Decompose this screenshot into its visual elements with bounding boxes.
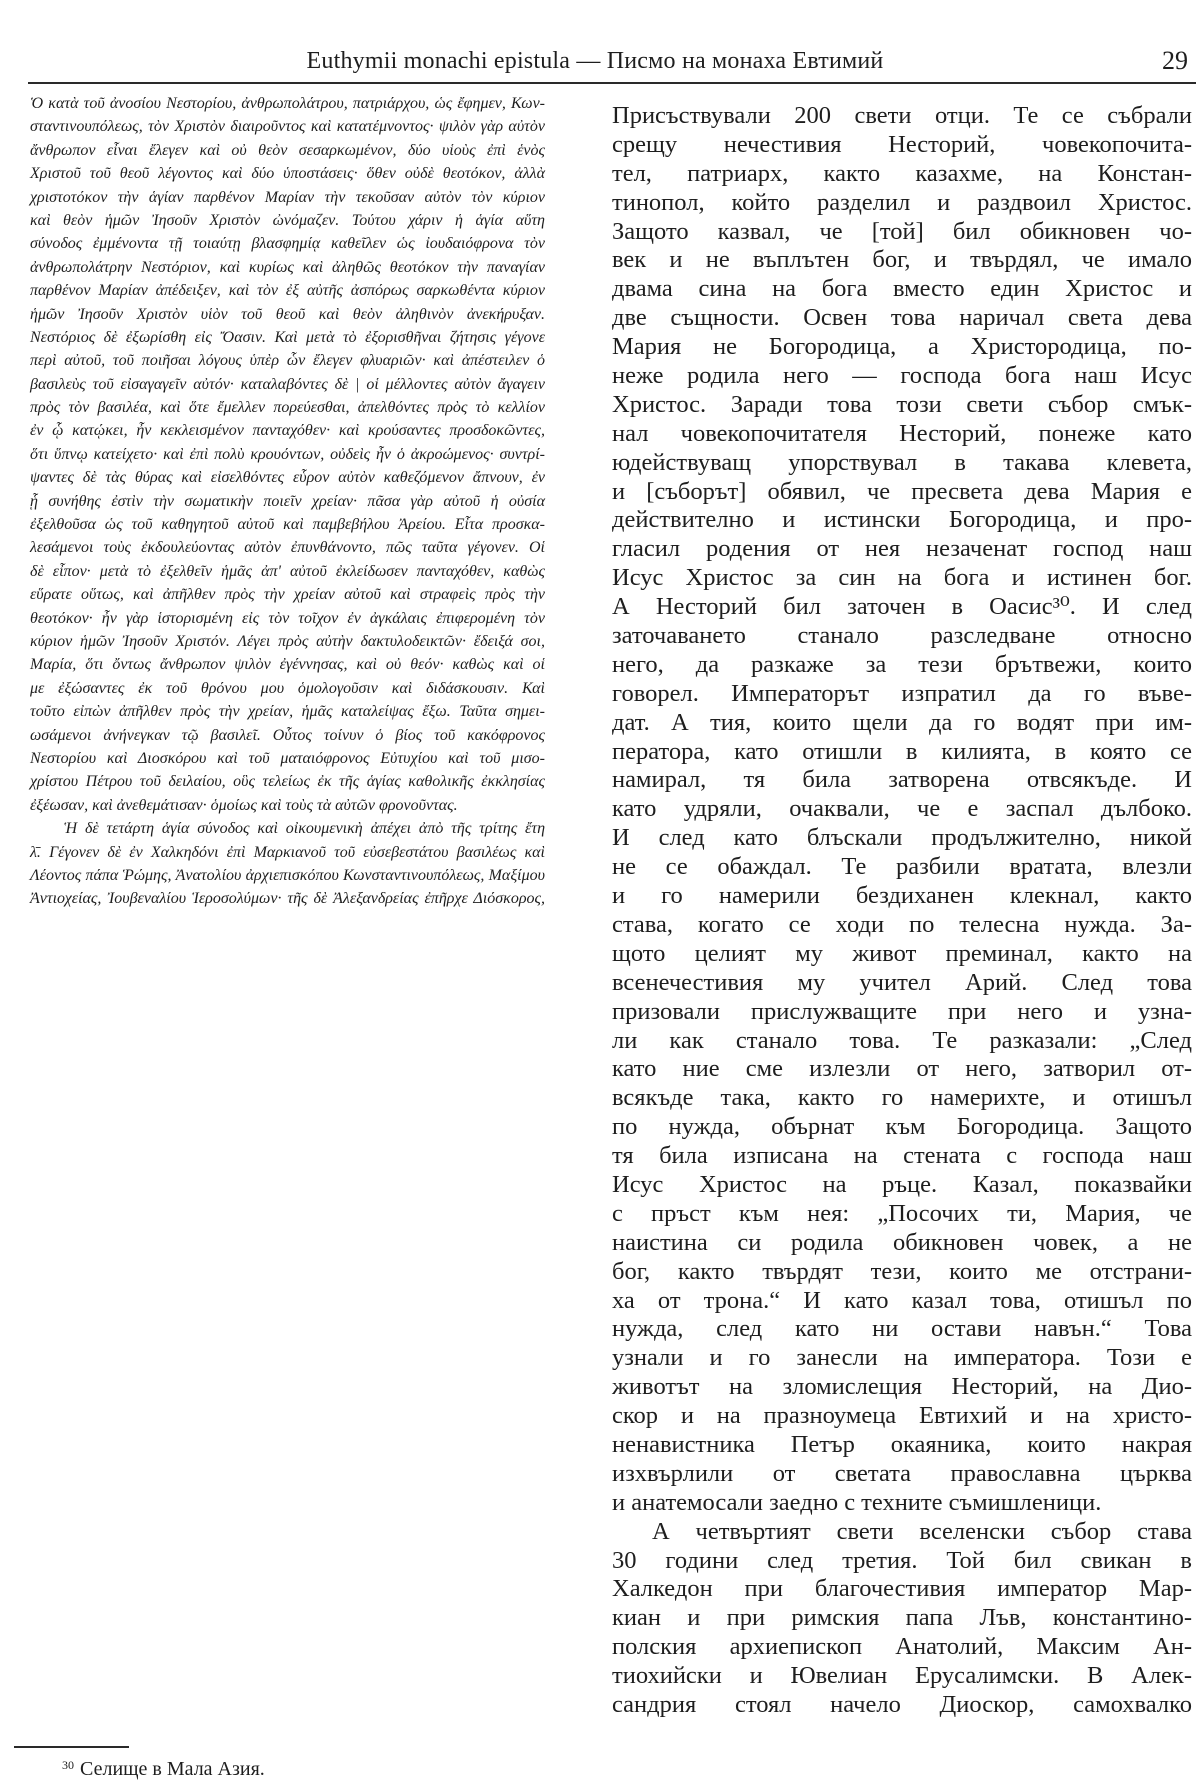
bulgarian-text-line: И след като блъскали продължително, никой [612, 824, 1192, 852]
bulgarian-text-line: век и не въплътен бог, и твърдял, че имало [612, 246, 1192, 274]
greek-text-line: Ἀντιοχείας, Ἰουβεναλίου Ἱεροσολύμων· τῆς δὲ Ἀλεξανδρείας ἐπῆρχε Διόσκορος, [30, 890, 545, 908]
greek-text-line: σταντινουπόλεως, τὸν Χριστὸν διαιροῦντος καὶ κατατέμνοντος· ψιλὸν γὰρ αὐτὸν [30, 118, 545, 136]
greek-text-line: παρθένον Μαρίαν ἀπέδειξεν, καὶ τὸν ἐξ αὐτῆς ἀσπόρως σαρκωθέντα κύριον [30, 282, 545, 300]
bulgarian-text-line: Исус Христос на ръце. Казал, показвайки [612, 1170, 1192, 1198]
bulgarian-text-line: киан и при римския папа Лъв, константино- [612, 1604, 1192, 1632]
greek-text-line: χρίστου Πέτρου τοῦ δειλαίου, οὓς τελείως ἐκ τῆς ἁγίας καθολικῆς ἐκκλησίας [30, 773, 545, 791]
bulgarian-text-line: по нужда, обърнат към Богородица. Защото [612, 1113, 1192, 1141]
greek-text-line: λεσάμενοι τοὺς ἐκδουλεύοντας αὐτὸν ἐπυνθάνοντο, πῶς ταῦτα γέγονεν. Οἱ [30, 539, 545, 557]
greek-text-line: εὕρατε οὕτως, καὶ ἀπῆλθεν πρὸς τὴν χρείαν αὐτοῦ καὶ στραφεὶς πρὸς τὴν [30, 586, 545, 604]
greek-text-line: βασιλεὺς τοῦ εἰσαγαγεῖν αὐτόν· καταλαβόντες δὲ | οἱ μέλλοντες αὐτὸν ἄγαγειν [30, 375, 545, 393]
footnote-text: Селище в Мала Азия. [80, 1758, 265, 1780]
bulgarian-text-line: като ние сме излезли от него, затворил от- [612, 1055, 1192, 1083]
bulgarian-text-line: узнали и го занесли на императора. Този е [612, 1344, 1192, 1372]
greek-text-line: ωσάμενοι ἀνήνεγκαν τῷ βασιλεῖ. Οὗτος τοίνυν ὁ βίος τοῦ κακόφρονος [30, 726, 545, 744]
bulgarian-text-line: полския архиепископ Анатолий, Максим Ан- [612, 1633, 1192, 1661]
greek-text-line: ἡμῶν Ἰησοῦν Χριστὸν υἱὸν τοῦ θεοῦ καὶ θεὸν ἀληθινὸν ἀνεκήρυξαν. [30, 305, 545, 323]
running-head [0, 44, 1200, 78]
bulgarian-text-line: и анатемосали заедно с техните съмишленици. [612, 1488, 1102, 1516]
greek-text-line: Λέοντος πάπα Ῥώμης, Ἀνατολίου ἀρχιεπισκόπου Κωνσταντινουπόλεως, Μαξίμου [30, 866, 545, 884]
bulgarian-text-line: Халкедон при благочестивия император Мар- [612, 1575, 1192, 1603]
bulgarian-text-line: него, да разкаже за тези брътвежи, които [612, 650, 1192, 678]
footnote [62, 1752, 265, 1782]
bulgarian-text-line: всякъде така, както го намерихте, и отишъл [612, 1084, 1192, 1112]
bulgarian-text-line: тиохийски и Ювелиан Ерусалимски. В Алек- [612, 1662, 1192, 1690]
greek-text-line: με ἐξώσαντες ἐκ τοῦ θρόνου μου ὁμολογοῦσιν καὶ διδάσκουσιν. Καὶ [30, 679, 545, 697]
bulgarian-text-line: нужда, след като ни остави навън.“ Това [612, 1315, 1192, 1343]
greek-text-line: ἐξέωσαν, καὶ ἀνεθεμάτισαν· ὁμοίως καὶ τοὺς τὰ αὐτῶν φρονοῦντας. [30, 796, 458, 814]
greek-text-line: σύνοδος ἐμμένοντα τῇ τοιαύτῃ βλασφημίᾳ καθεῖλεν ὡς ἰουδαιόφρονα τὸν [30, 235, 545, 253]
bulgarian-text-line: ненавистника Петър окаяника, които накрая [612, 1430, 1192, 1458]
bulgarian-text-line: действително и истински Богородица, и про- [612, 506, 1192, 534]
greek-text-line: ἄνθρωπον εἶναι ἔλεγεν καὶ οὐ θεὸν σεσαρκωμένον, δύο υἱοὺς ἐπὶ ἑνὸς [30, 141, 545, 159]
bulgarian-text-line: юдействуващ упорствувал в такава клевета, [612, 448, 1192, 476]
bulgarian-text-line: бог, както твърдят тези, които ме отстрани- [612, 1257, 1192, 1285]
header-rule [28, 82, 1196, 84]
bulgarian-text-paragraph [612, 1518, 1192, 1720]
bulgarian-text-line: Защото казвал, че [той] бил обикновен чо- [612, 217, 1192, 245]
bulgarian-text-line: скор и на празноумеца Евтихий и на христо- [612, 1402, 1192, 1430]
greek-text-line: ἐν ᾧ κατῴκει, ἦν κεκλεισμένον πανταχόθεν· καὶ κρούσαντες προσδοκῶντες, [30, 422, 545, 440]
bulgarian-text-line: срещу нечестивия Несторий, човекопочита- [612, 130, 1192, 158]
greek-text-line: ἀνθρωπολάτρην Νεστόριον, καὶ κυρίως καὶ ἀληθῶς θεοτόκον τὴν παναγίαν [30, 258, 545, 276]
bulgarian-text-line: говорел. Императорът изпратил да го въве- [612, 679, 1192, 707]
greek-text-line: Νεστορίου καὶ Διοσκόρου καὶ τοῦ ματαιόφρονος Εὐτυχίου καὶ τοῦ μισο- [30, 749, 545, 767]
bulgarian-text-line: намирал, тя била затворена отвсякъде. И [612, 766, 1192, 794]
bulgarian-text-line: гласил родения от нея незаченат господ наш [612, 535, 1192, 563]
bulgarian-text-line: животът на зломислещия Несторий, на Дио- [612, 1373, 1192, 1401]
greek-text-line: χριστοτόκον τὴν ἁγίαν παρθένον Μαρίαν τὴν τεκοῦσαν αὐτὸν τὸν κύριον [30, 188, 545, 206]
bulgarian-text-line: не се обаждал. Те разбили вратата, влезли [612, 853, 1192, 881]
bulgarian-text-line: 30 години след третия. Той бил свикан в [612, 1546, 1192, 1574]
bulgarian-text-line: две същности. Освен това наричал света дева [612, 304, 1192, 332]
greek-text-line: Ἡ δὲ τετάρτη ἁγία σύνοδος καὶ οἰκουμενικὴ ἀπέχει ἀπὸ τῆς τρίτης ἔτη [64, 820, 545, 838]
bulgarian-text-line: с пръст към нея: „Посочих ти, Мария, че [612, 1199, 1192, 1227]
greek-text-line: τοῦτο εἰπὼν ἀπῆλθεν πρὸς τὴν χρείαν, ἡμᾶς καταλείψας ἔξω. Ταῦτα σημει- [30, 703, 545, 721]
greek-text-line: Ὁ κατὰ τοῦ ἀνοσίου Νεστορίου, ἀνθρωπολάτρου, πατριάρχου, ὡς ἔφημεν, Κων- [30, 95, 545, 112]
running-head-title: Euthymii monachi epistula — Писмо на монаха Евтимий [306, 48, 884, 74]
bulgarian-text-line: наистина си родила обикновен човек, а не [612, 1228, 1192, 1256]
bulgarian-text-line: призовали прислужващите при него и узна- [612, 997, 1192, 1025]
greek-text-column [30, 92, 545, 911]
bulgarian-text-line: нал човекопочитателя Несторий, понеже като [612, 419, 1192, 447]
bulgarian-text-line: тел, патриарх, както казахме, на Констан- [612, 159, 1192, 187]
bulgarian-text-column [612, 102, 1192, 1720]
bulgarian-text-line: изхвърлили от светата православна църква [612, 1459, 1192, 1487]
page-number: 29 [1162, 46, 1188, 75]
bulgarian-text-line: А Несторий бил заточен в Оасис³⁰. И след [612, 593, 1192, 621]
bulgarian-text-line: Присъствували 200 свети отци. Те се събрали [612, 102, 1192, 129]
greek-text-line: ψαντες δὲ τὰς θύρας καὶ εἰσελθόντες εὗρον αὐτὸν καθεζόμενον ἄπνουν, ἐν [30, 469, 545, 487]
bulgarian-text-line: двама сина на бога вместо един Христос и [612, 275, 1192, 303]
bulgarian-text-line: става, когато се ходи по телесна нужда. За- [612, 910, 1192, 938]
bulgarian-text-line: заточаването станало разследване относно [612, 622, 1192, 650]
greek-text-line: κύριον ἡμῶν Ἰησοῦν Χριστόν. Λέγει πρὸς αὐτὴν δακτυλοδεικτῶν· ἔδειξά σοι, [30, 632, 545, 650]
bulgarian-text-line: щото целият му живот преминал, както на [612, 939, 1192, 967]
greek-text-line: ᾗ συνήθης ἐστὶν τὴν σωματικὴν ποιεῖν χρείαν· πᾶσα γὰρ αὐτοῦ ἡ οὐσία [30, 492, 545, 510]
greek-text-line: Μαρία, ὅτι ὄντως ἄνθρωπον ψιλὸν ἐγέννησας, καὶ οὐ θεόν· καθὼς καὶ οἱ [30, 656, 545, 674]
bulgarian-text-line: дат. А тия, които щели да го водят при им- [612, 708, 1192, 736]
greek-text-line: ἐξελθοῦσα ὡς τοῦ καθηγητοῦ αὐτοῦ καὶ παμβεβήλου Ἀρείου. Εἶτα προσκα- [30, 516, 545, 534]
bulgarian-text-line: А четвъртият свети вселенски събор става [652, 1517, 1192, 1545]
greek-text-line: δὲ εἶπον· μετὰ τὸ ἐξελθεῖν ἡμᾶς ἀπ' αὐτοῦ ἐκλείδωσεν πανταχόθεν, καθὼς [30, 562, 545, 580]
greek-text-line: Νεστόριος δὲ ἐξωρίσθη εἰς Ὄασιν. Καὶ μετὰ τὸ ἐξορισθῆναι ζήτησις γέγονε [30, 328, 545, 346]
bulgarian-text-line: като удряли, очаквали, че е заспал дълбоко. [612, 795, 1192, 823]
greek-text-line: περὶ αὐτοῦ, τοῦ ποιῆσαι λόγους ὑπὲρ ὧν ἔλεγεν φλυαριῶν· καὶ ἀπέστειλεν ὁ [30, 352, 545, 370]
bulgarian-text-line: Исус Христос за син на бога и истинен бог. [612, 564, 1192, 592]
greek-text-line: ὅτι ὕπνῳ κατείχετο· καὶ ἐπὶ πολὺ κρουόντων, οὐδεὶς ἦν ὁ ἀκροώμενος· συντρί- [30, 445, 545, 463]
bulgarian-text-line: ха от трона.“ И като казал това, отишъл по [612, 1286, 1192, 1314]
bulgarian-text-line: всенечестивия му учител Арий. След това [612, 968, 1192, 996]
greek-text-paragraph [30, 817, 545, 911]
bulgarian-text-line: ператора, като отишли в килията, в която се [612, 737, 1192, 765]
bulgarian-text-line: и [съборът] обявил, че пресвета дева Мария е [612, 477, 1192, 505]
greek-text-paragraph [30, 92, 545, 817]
footnote-marker: 30 [62, 1758, 74, 1772]
bulgarian-text-line: тя била изписана на стената с господа наш [612, 1142, 1192, 1170]
bulgarian-text-line: и го намерили бездиханен клекнал, както [612, 882, 1192, 910]
greek-text-line: πρὸς τὸν βασιλέα, καὶ ὅτε ἔμελλεν πορεύεσθαι, ἀπελθόντες πρὸς τὸ κελλίον [30, 399, 545, 417]
bulgarian-text-line: ли как станало това. Те разказали: „След [612, 1026, 1192, 1054]
bulgarian-text-line: неже родила него — господа бога наш Исус [612, 362, 1192, 390]
bulgarian-text-paragraph [612, 102, 1192, 1518]
greek-text-line: Χριστοῦ τοῦ θεοῦ λέγοντος καὶ δύο ὑποστάσεις· ὅθεν οὐδὲ θεοτόκον, ἀλλὰ [30, 165, 545, 183]
footnote-rule [14, 1746, 129, 1748]
bulgarian-text-line: Мария не Богородица, а Христородица, по- [612, 333, 1192, 361]
greek-text-line: θεοτόκον· ἦν γὰρ ἱστορισμένη εἰς τὸν τοῖχον ἐν ἀγκάλαις ἐπιφερομένη τὸν [30, 609, 545, 627]
bulgarian-text-line: тинопол, който разделил и раздвоил Христос. [612, 188, 1192, 216]
greek-text-line: λ̄. Γέγονεν δὲ ἐν Χαλκηδόνι ἐπὶ Μαρκιανοῦ τοῦ εὐσεβεστάτου βασιλέως καὶ [30, 843, 545, 861]
bulgarian-text-line: сандрия стоял начело Диоскор, самохвалко [612, 1690, 1192, 1718]
bulgarian-text-line: Христос. Заради това този свети събор смък- [612, 390, 1192, 418]
greek-text-line: καὶ θεὸν ἡμῶν Ἰησοῦν Χριστὸν ὠνόμαζεν. Τούτου χάριν ἡ ἁγία αὕτη [30, 211, 545, 229]
